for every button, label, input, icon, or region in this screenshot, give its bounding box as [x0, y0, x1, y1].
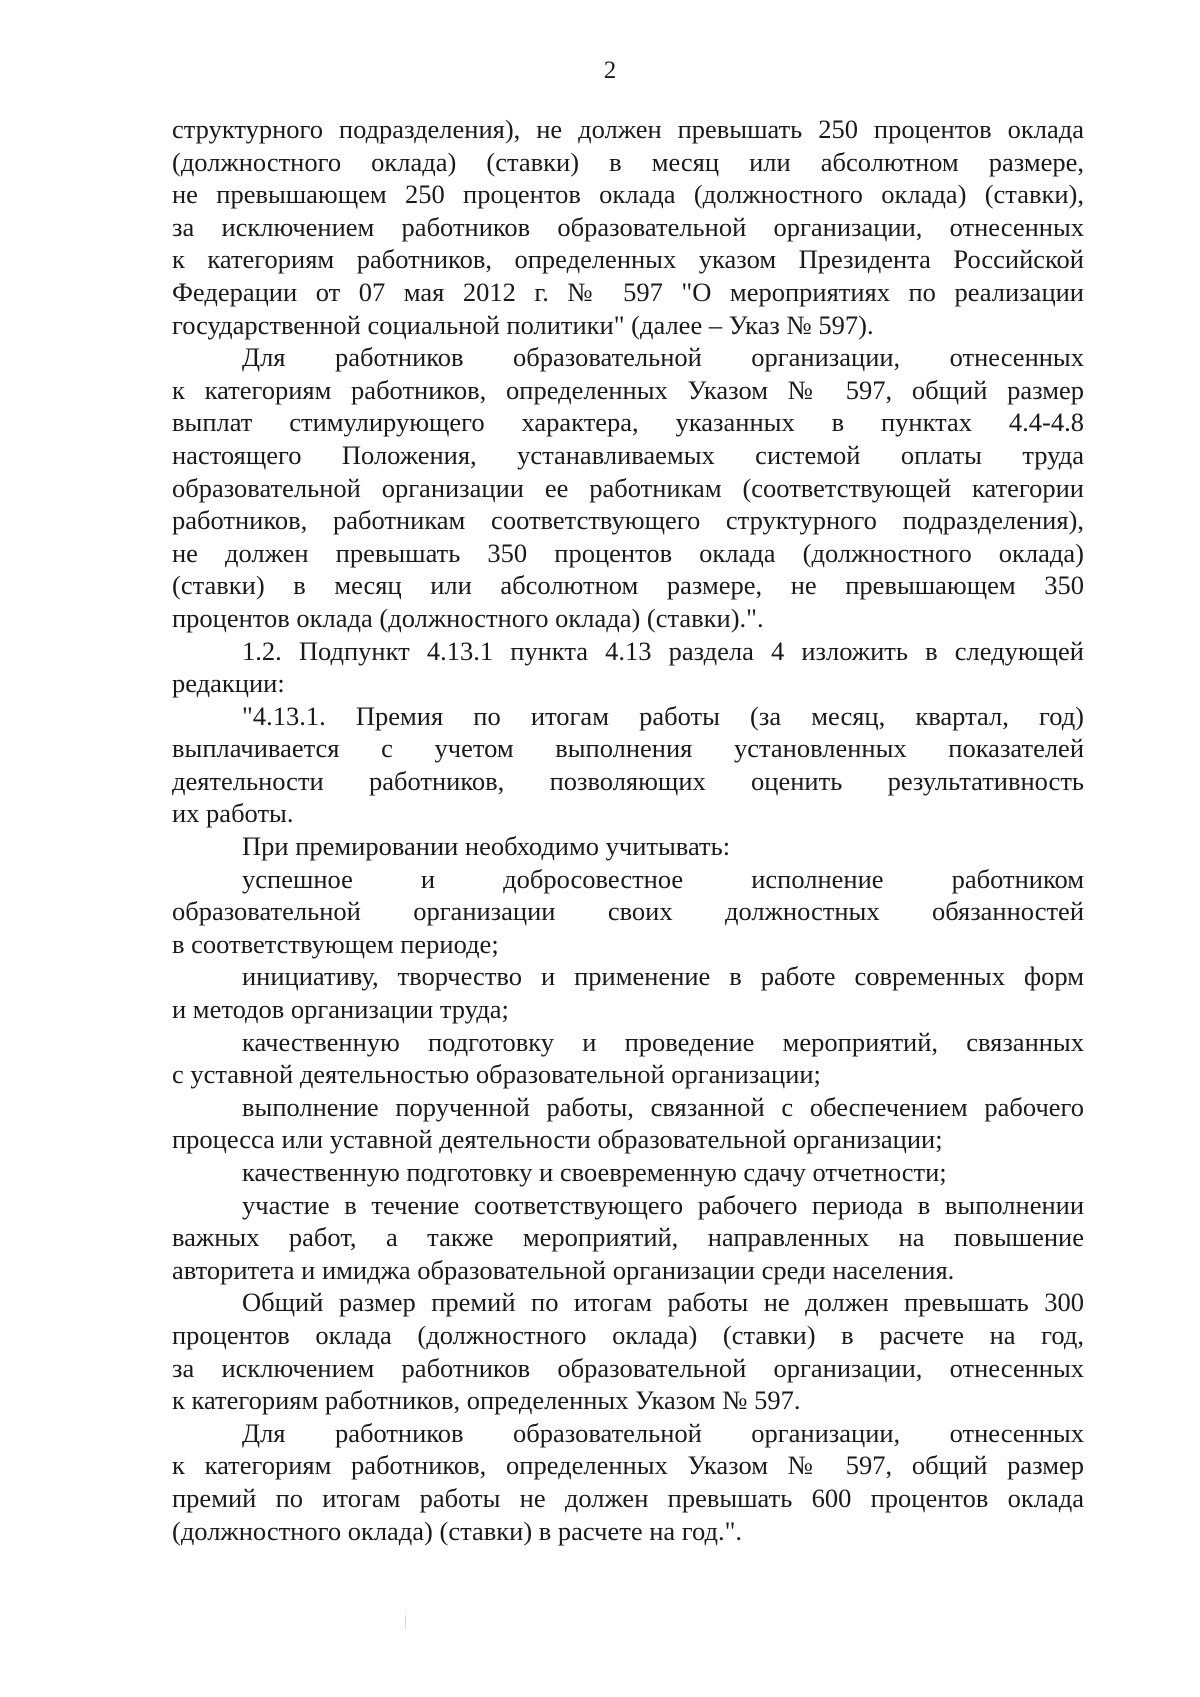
text-line: Федерации от 07 мая 2012 г. № 597 "О мероприятиях по реализации — [172, 276, 1084, 307]
text-line: Для работников образовательной организации, отнесенных — [242, 1417, 1084, 1448]
text-line: выплат стимулирующего характера, указанных в пунктах 4.4-4.8 — [172, 407, 1084, 438]
text-line: процесса или уставной деятельности образовательной организации; — [172, 1124, 943, 1155]
text-line: Для работников образовательной организации, отнесенных — [242, 342, 1084, 373]
text-line: выполнение порученной работы, связанной с обеспечением рабочего — [242, 1091, 1084, 1122]
paragraph — [172, 635, 1084, 700]
paragraph — [172, 830, 1084, 863]
text-line: с уставной деятельностью образовательной организации; — [172, 1059, 821, 1090]
paragraph — [172, 1286, 1084, 1416]
text-line: успешное и добросовестное исполнение работником — [242, 863, 1084, 894]
document-body — [172, 113, 1084, 1547]
text-line: структурного подразделения), не должен превышать 250 процентов оклада — [172, 114, 1084, 144]
paragraph — [172, 960, 1084, 1025]
text-line: инициативу, творчество и применение в работе современных форм — [242, 961, 1084, 992]
text-line: за исключением работников образовательной организации, отнесенных — [172, 211, 1084, 242]
text-line: к категориям работников, определенных Указом № 597. — [172, 1385, 801, 1416]
text-line: (ставки) в месяц или абсолютном размере, не превышающем 350 — [172, 570, 1084, 601]
text-line: за исключением работников образовательной организации, отнесенных — [172, 1352, 1084, 1383]
paragraph — [172, 1091, 1084, 1156]
text-line: не превышающем 250 процентов оклада (должностного оклада) (ставки), — [172, 179, 1084, 210]
paragraph — [172, 1026, 1084, 1091]
text-line: к категориям работников, определенных указом Президента Российской — [172, 244, 1084, 275]
text-line: к категориям работников, определенных Указом № 597, общий размер — [172, 374, 1084, 405]
text-line: их работы. — [172, 798, 294, 829]
text-line: работников, работникам соответствующего структурного подразделения), — [172, 505, 1084, 536]
paragraph — [172, 341, 1084, 634]
paragraph — [172, 1156, 1084, 1189]
text-line: 1.2. Подпункт 4.13.1 пункта 4.13 раздела 4 изложить в следующей — [242, 635, 1084, 666]
paragraph — [172, 1417, 1084, 1547]
paragraph — [172, 863, 1084, 961]
text-line: авторитета и имиджа образовательной организации среди населения. — [172, 1254, 955, 1285]
text-line: "4.13.1. Премия по итогам работы (за месяц, квартал, год) — [242, 700, 1084, 731]
paragraph — [172, 113, 1084, 341]
text-line: процентов оклада (должностного оклада) (ставки).". — [172, 602, 764, 633]
text-line: качественную подготовку и своевременную сдачу отчетности; — [242, 1157, 947, 1187]
text-line: (должностного оклада) (ставки) в расчете на год.". — [172, 1515, 743, 1546]
text-line: и методов организации труда; — [172, 994, 509, 1025]
text-line: настоящего Положения, устанавливаемых системой оплаты труда — [172, 439, 1084, 470]
text-line: деятельности работников, позволяющих оценить результативность — [172, 765, 1084, 796]
scan-mark — [405, 1615, 406, 1629]
paragraph — [172, 1189, 1084, 1287]
text-line: образовательной организации своих должностных обязанностей — [172, 896, 1084, 927]
text-line: При премировании необходимо учитывать: — [242, 831, 731, 862]
text-line: участие в течение соответствующего рабочего периода в выполнении — [242, 1189, 1084, 1220]
text-line: к категориям работников, определенных Указом № 597, общий размер — [172, 1450, 1084, 1481]
text-line: редакции: — [172, 668, 285, 699]
text-line: качественную подготовку и проведение мероприятий, связанных — [242, 1026, 1084, 1057]
page-number: 2 — [603, 57, 617, 84]
text-line: Общий размер премий по итогам работы не должен превышать 300 — [242, 1287, 1084, 1318]
text-line: процентов оклада (должностного оклада) (ставки) в расчете на год, — [172, 1319, 1084, 1350]
text-line: в соответствующем периоде; — [172, 928, 499, 959]
text-line: премий по итогам работы не должен превышать 600 процентов оклада — [172, 1482, 1084, 1513]
text-line: выплачивается с учетом выполнения установленных показателей — [172, 733, 1084, 764]
text-line: не должен превышать 350 процентов оклада (должностного оклада) — [172, 537, 1084, 568]
text-line: (должностного оклада) (ставки) в месяц или абсолютном размере, — [172, 146, 1084, 177]
text-line: важных работ, а также мероприятий, направленных на повышение — [172, 1222, 1084, 1253]
text-line: государственной социальной политики" (далее – Указ № 597). — [172, 309, 874, 340]
text-line: образовательной организации ее работникам (соответствующей категории — [172, 472, 1084, 503]
paragraph — [172, 700, 1084, 830]
